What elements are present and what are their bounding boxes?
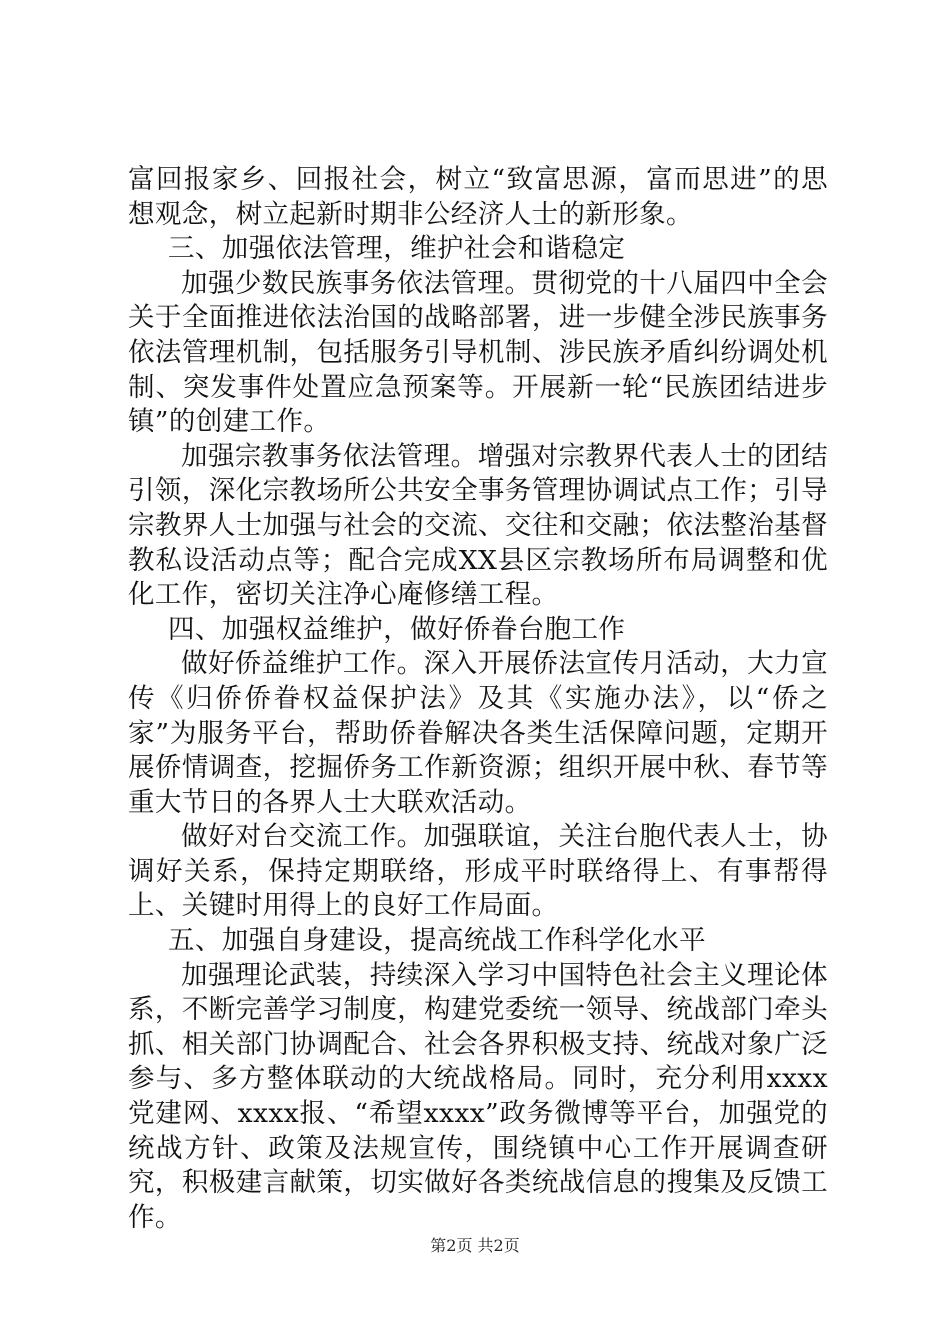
section-heading-4: 四、加强权益维护，做好侨眷台胞工作 (168, 613, 626, 645)
section-heading-3: 三、加强依法管理，维护社会和谐稳定 (168, 233, 626, 265)
paragraph-religious-affairs: 加强宗教事务依法管理。增强对宗教界代表人士的团结引领，深化宗教场所公共安全事务管理协调试点工作；引导宗教界人士加强与社会的交流、交往和交融；依法整治基督教私设活动点等；配合完成XX县区宗教场所布局调整和优化工作，密切关注净心庵修缮工程。 (128, 440, 828, 611)
page-footer (0, 1236, 950, 1256)
paragraph-continuation: 富回报家乡、回报社会，树立“致富思源，富而思进”的思想观念，树立起新时期非公经济人士的新形象。 (128, 164, 828, 230)
paragraph-taiwan-exchange: 做好对台交流工作。加强联谊，关注台胞代表人士，协调好关系，保持定期联络，形成平时联络得上、有事帮得上、关键时用得上的良好工作局面。 (128, 821, 828, 922)
section-heading-5: 五、加强自身建设，提高统战工作科学化水平 (168, 925, 706, 957)
paragraph-self-building: 加强理论武装，持续深入学习中国特色社会主义理论体系，不断完善学习制度，构建党委统一领导、统战部门牵头抓、相关部门协调配合、社会各界积极支持、统战对象广泛参与、多方整体联动的大统战格局。同时，充分利用xxxx党建网、xxxx报、“希望xxxx”政务微博等平台，加强党的统战方针、政策及法规宣传，围绕镇中心工作开展调查研究，积极建言献策，切实做好各类统战信息的搜集及反馈工作。 (128, 959, 828, 1233)
paragraph-overseas-chinese: 做好侨益维护工作。深入开展侨法宣传月活动，大力宣传《归侨侨眷权益保护法》及其《实施办法》，以“侨之家”为服务平台，帮助侨眷解决各类生活保障问题，定期开展侨情调查，挖掘侨务工作新资源；组织开展中秋、春节等重大节日的各界人士大联欢活动。 (128, 648, 828, 818)
document-body (128, 163, 828, 1235)
page-number-label: 第2页 共2页 (430, 1236, 520, 1255)
paragraph-ethnic-affairs: 加强少数民族事务依法管理。贯彻党的十八届四中全会关于全面推进依法治国的战略部署，进一步健全涉民族事务依法管理机制，包括服务引导机制、涉民族矛盾纠纷调处机制、突发事件处置应急预案等。开展新一轮“民族团结进步镇”的创建工作。 (128, 267, 828, 438)
